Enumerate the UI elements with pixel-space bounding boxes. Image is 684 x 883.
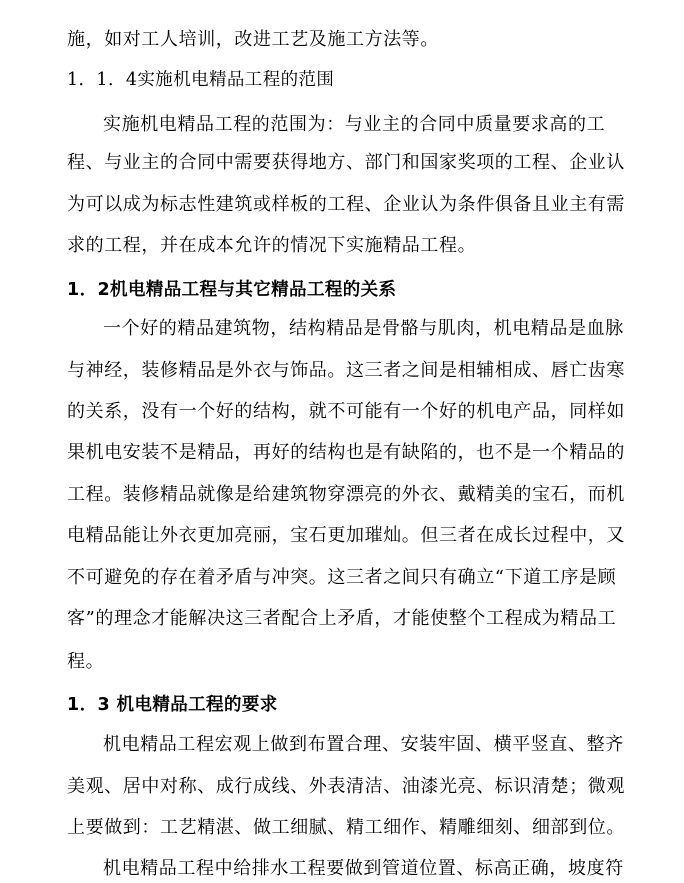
- paragraph-line: 一个好的精品建筑物，结构精品是骨骼与肌肉，机电精品是血脉: [103, 318, 624, 339]
- paragraph-line: 求的工程，并在成本允许的情况下实施精品工程。: [67, 235, 477, 256]
- paragraph-line: 为可以成为标志性建筑或样板的工程、企业认为条件俱备且业主有需: [67, 194, 625, 215]
- paragraph-line: 实施机电精品工程的范围为：与业主的合同中质量要求高的工: [103, 114, 606, 135]
- paragraph-line: 机电精品工程宏观上做到布置合理、安装牢固、横平竖直、整齐: [103, 734, 624, 755]
- paragraph-line: 上要做到：工艺精湛、做工细腻、精工细作、精雕细刻、细部到位。: [67, 817, 625, 838]
- paragraph-line: 不可避免的存在着矛盾与冲突。这三者之间只有确立“下道工序是顾: [67, 567, 617, 588]
- paragraph-line: 程、与业主的合同中需要获得地方、部门和国家奖项的工程、企业认: [67, 152, 625, 173]
- paragraph-line: 客”的理念才能解决这三者配合上矛盾，才能使整个工程成为精品工: [67, 608, 617, 629]
- paragraph-line: 机电精品工程中给排水工程要做到管道位置、标高正确，坡度符: [103, 858, 624, 879]
- paragraph-line: 果机电安装不是精品，再好的结构也是有缺陷的，也不是一个精品的: [67, 442, 625, 463]
- section-heading-1-2: 1．2机电精品工程与其它精品工程的关系: [67, 280, 397, 300]
- paragraph-line: 电精品能让外衣更加亮丽，宝石更加璀灿。但三者在成长过程中，又: [67, 525, 625, 546]
- paragraph-line: 程。: [67, 651, 105, 672]
- paragraph-line: 美观、居中对称、成行成线、外表清洁、油漆光亮、标识清楚；微观: [67, 776, 625, 797]
- section-heading-1-3: 1．3 机电精品工程的要求: [67, 695, 278, 715]
- paragraph-line: 的关系，没有一个好的结构，就不可能有一个好的机电产品，同样如: [67, 401, 625, 422]
- paragraph-line: 工程。装修精品就像是给建筑物穿漂亮的外衣、戴精美的宝石，而机: [67, 484, 625, 505]
- section-heading-1-1-4: 1．1．4实施机电精品工程的范围: [67, 70, 335, 90]
- paragraph-line: 与神经，装修精品是外衣与饰品。这三者之间是相辅相成、唇亡齿寒: [67, 360, 625, 381]
- paragraph-line: 施，如对工人培训，改进工艺及施工方法等。: [67, 29, 439, 50]
